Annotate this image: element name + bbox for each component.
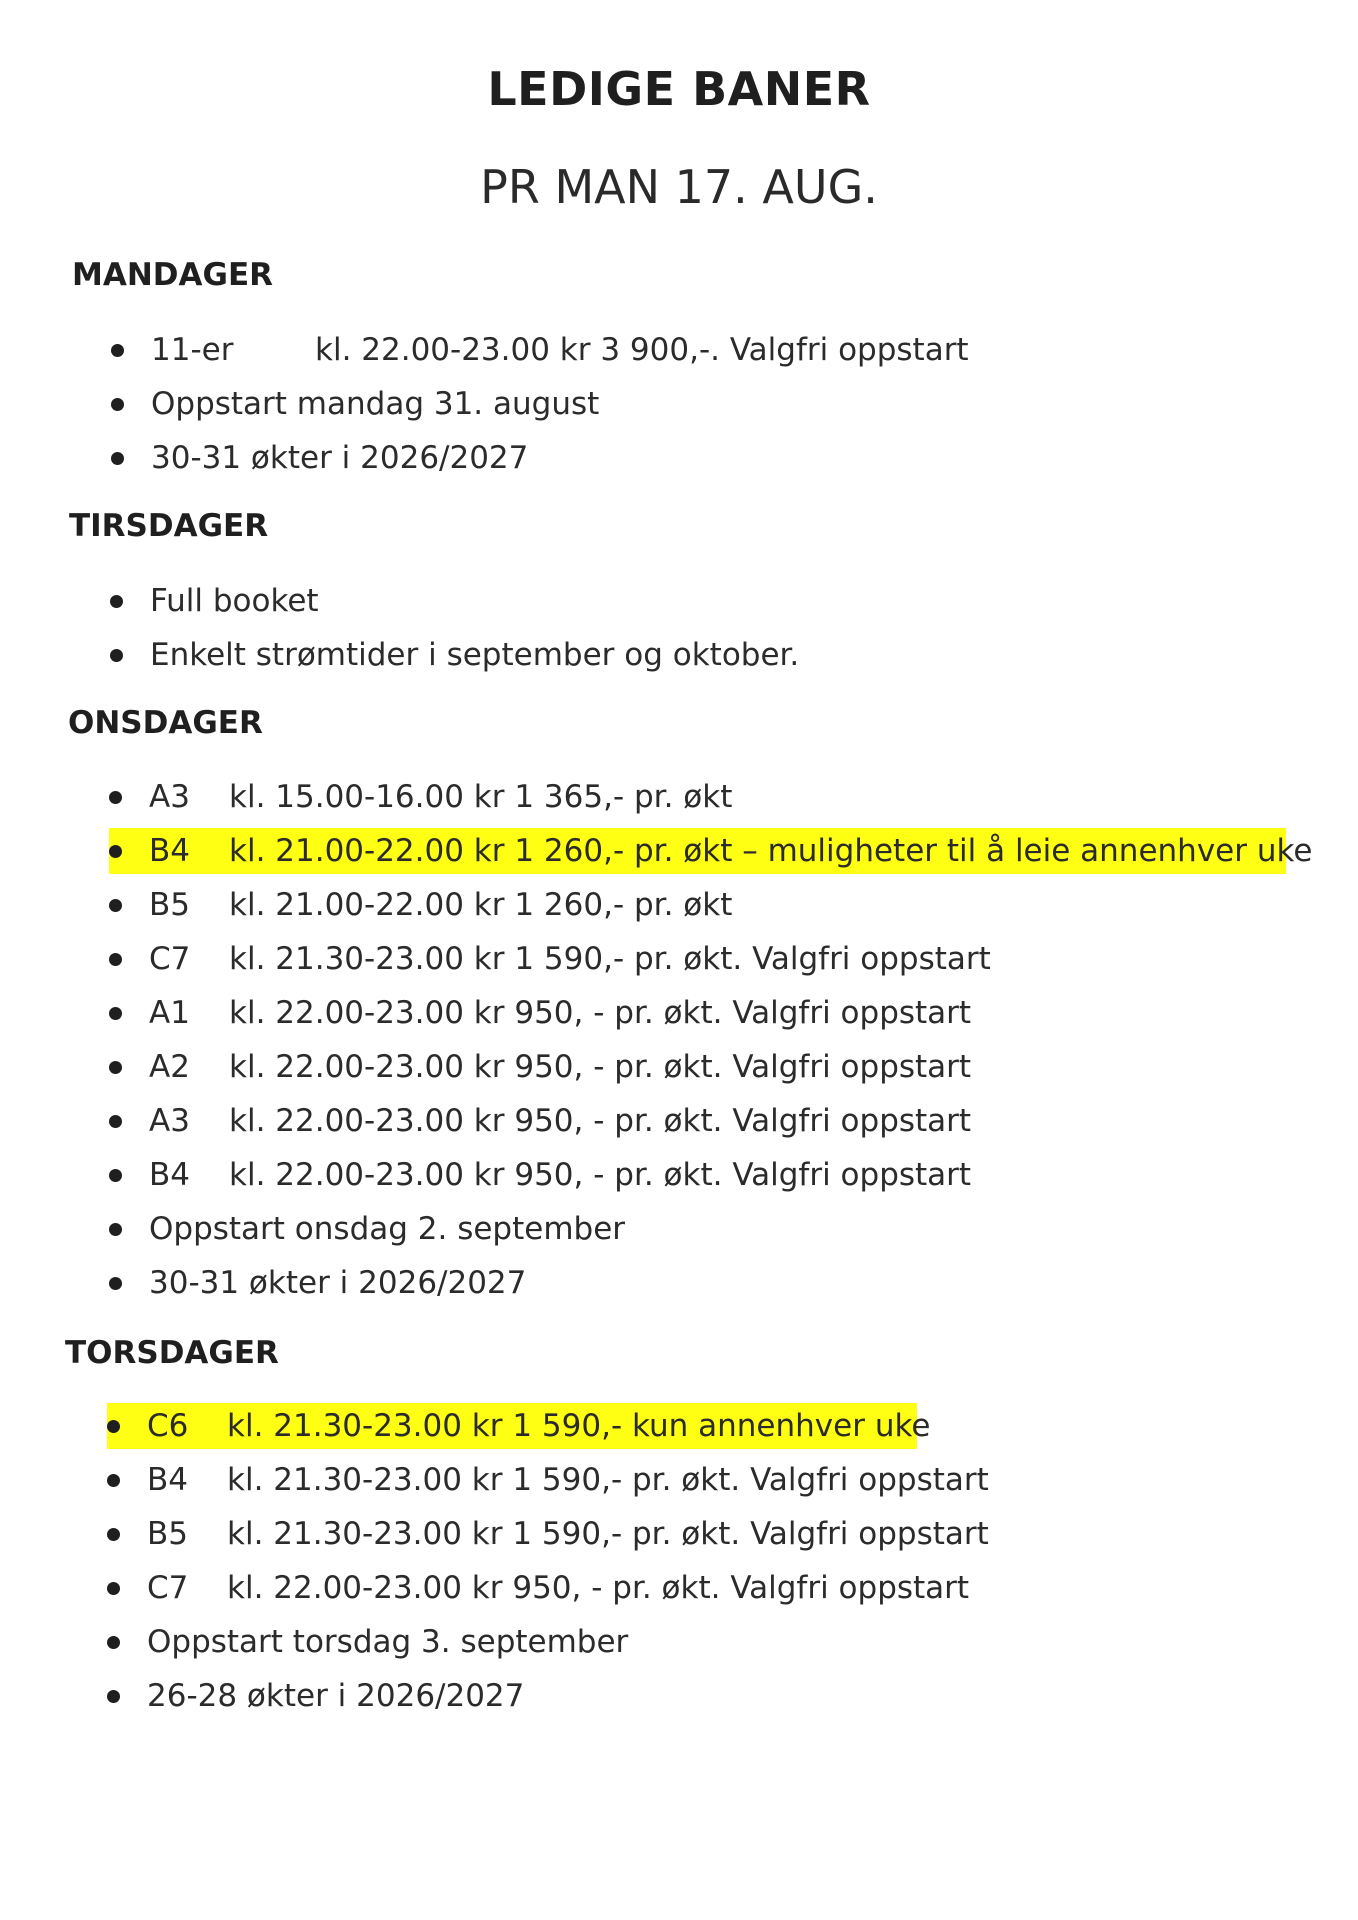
list-item — [109, 936, 1109, 982]
bullet-icon — [109, 1223, 122, 1236]
list-item — [110, 578, 1010, 624]
bullet-icon — [110, 649, 123, 662]
court-details: kl. 22.00-23.00 kr 950, - pr. økt. Valgfri oppstart — [229, 995, 972, 1031]
list-item — [111, 435, 1011, 481]
bullet-icon — [111, 398, 124, 411]
list-item — [109, 1098, 1109, 1144]
court-label: B4 — [149, 1157, 190, 1193]
bullet-icon — [107, 1636, 120, 1649]
list-item-text: Enkelt strømtider i september og oktober. — [150, 637, 800, 673]
court-details: kl. 21.30-23.00 kr 1 590,- pr. økt. Valgfri oppstart — [227, 1516, 989, 1552]
list-item-text: Oppstart mandag 31. august — [151, 386, 600, 422]
court-label: A1 — [149, 995, 190, 1031]
bullet-icon — [111, 452, 124, 465]
bullet-icon — [109, 845, 122, 858]
court-label: A3 — [149, 1103, 190, 1139]
list-item — [109, 1044, 1109, 1090]
list-item-text: 26-28 økter i 2026/2027 — [147, 1678, 525, 1714]
bullet-icon — [107, 1474, 120, 1487]
court-details: kl. 22.00-23.00 kr 950, - pr. økt. Valgfri oppstart — [229, 1157, 972, 1193]
bullet-icon — [109, 1277, 122, 1290]
court-label: 11-er — [151, 332, 234, 368]
list-item — [109, 774, 1109, 820]
court-details: kl. 21.00-22.00 kr 1 260,- pr. økt – muligheter til å leie annenhver uke — [229, 833, 1313, 869]
list-item — [109, 882, 1109, 928]
bullet-icon — [109, 1007, 122, 1020]
list-item — [107, 1565, 1107, 1611]
list-item — [109, 990, 1109, 1036]
list-item-text: Oppstart torsdag 3. september — [147, 1624, 629, 1660]
section-heading-tirsdager: TIRSDAGER — [69, 508, 269, 544]
bullet-icon — [109, 953, 122, 966]
section-heading-mandager: MANDAGER — [72, 257, 274, 293]
court-details: kl. 22.00-23.00 kr 950, - pr. økt. Valgfri oppstart — [229, 1103, 972, 1139]
list-item — [110, 632, 1010, 678]
page-title: LEDIGE BANER — [487, 62, 871, 116]
court-label: B4 — [147, 1462, 188, 1498]
list-item-text: 30-31 økter i 2026/2027 — [149, 1265, 527, 1301]
court-label: B4 — [149, 833, 190, 869]
list-item — [107, 1619, 1107, 1665]
bullet-icon — [107, 1420, 120, 1433]
list-item — [107, 1457, 1107, 1503]
list-item — [109, 1260, 1109, 1306]
list-item — [107, 1673, 1107, 1719]
bullet-icon — [109, 1169, 122, 1182]
bullet-icon — [111, 344, 124, 357]
bullet-icon — [109, 791, 122, 804]
bullet-icon — [107, 1582, 120, 1595]
list-item — [111, 381, 1011, 427]
court-details: kl. 22.00-23.00 kr 950, - pr. økt. Valgfri oppstart — [227, 1570, 970, 1606]
court-details: kl. 21.00-22.00 kr 1 260,- pr. økt — [229, 887, 733, 923]
court-label: C7 — [149, 941, 191, 977]
list-item-text: Full booket — [150, 583, 319, 619]
list-item-text: 30-31 økter i 2026/2027 — [151, 440, 529, 476]
list-item — [111, 327, 1011, 373]
court-label: C6 — [147, 1408, 189, 1444]
court-label: A3 — [149, 779, 190, 815]
list-item — [107, 1511, 1107, 1557]
court-details: kl. 21.30-23.00 kr 1 590,- kun annenhver uke — [227, 1408, 931, 1444]
bullet-icon — [109, 1115, 122, 1128]
bullet-icon — [107, 1528, 120, 1541]
list-item — [109, 1152, 1109, 1198]
court-label: B5 — [147, 1516, 188, 1552]
court-details: kl. 21.30-23.00 kr 1 590,- pr. økt. Valgfri oppstart — [227, 1462, 989, 1498]
court-details: kl. 15.00-16.00 kr 1 365,- pr. økt — [229, 779, 733, 815]
list-item-highlighted — [107, 1403, 931, 1449]
court-details: kl. 22.00-23.00 kr 3 900,-. Valgfri oppstart — [315, 332, 969, 368]
bullet-icon — [110, 595, 123, 608]
page-subtitle: PR MAN 17. AUG. — [480, 160, 878, 214]
bullet-icon — [107, 1690, 120, 1703]
court-label: A2 — [149, 1049, 190, 1085]
bullet-icon — [109, 1061, 122, 1074]
court-details: kl. 22.00-23.00 kr 950, - pr. økt. Valgfri oppstart — [229, 1049, 972, 1085]
court-label: B5 — [149, 887, 190, 923]
court-details: kl. 21.30-23.00 kr 1 590,- pr. økt. Valgfri oppstart — [229, 941, 991, 977]
list-item-highlighted — [109, 828, 1313, 874]
section-heading-onsdager: ONSDAGER — [68, 705, 263, 741]
list-item-text: Oppstart onsdag 2. september — [149, 1211, 626, 1247]
section-heading-torsdager: TORSDAGER — [65, 1335, 279, 1371]
list-item — [109, 1206, 1109, 1252]
bullet-icon — [109, 899, 122, 912]
court-label: C7 — [147, 1570, 189, 1606]
